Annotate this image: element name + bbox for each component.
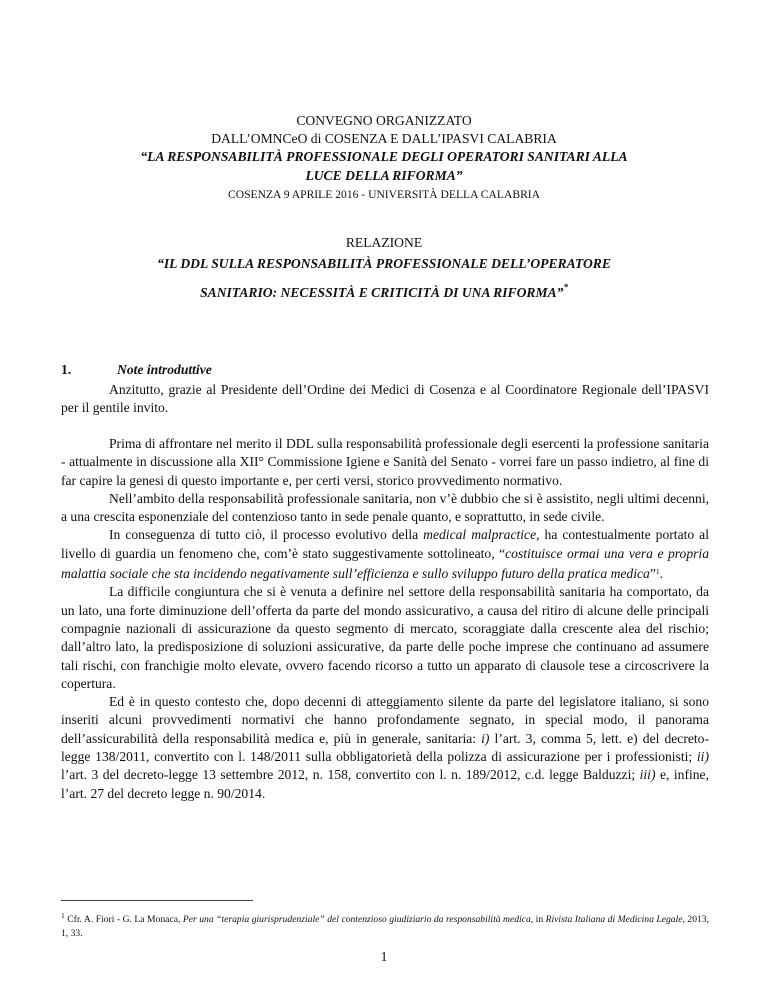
section-title: Note introduttive [117,362,212,377]
paragraph-4 [61,526,709,583]
paragraph-6-text-a: Ed è in questo contesto che, dopo decenni di atteggiamento silente da parte del legislatore italiano, si sono inseriti alcuni provvedimenti normativi che hanno profondamente segnato, in special modo, il panorama dell’assicurabilità della responsabilità medica e, più in generale, sanitaria: [61,694,709,746]
paragraph-4-quote: costituisce ormai una vera e propria malattia sociale che sta incidendo negativamente sull’efficienza e sullo sviluppo futuro della pratica medica [61,545,709,582]
paragraph-6-text-e: l’art. 3 del decreto-legge 13 settembre 2012, n. 158, convertito con l. n. 189/2012, c.d. legge Balduzzi; [61,767,640,783]
page-number: 1 [380,950,388,965]
footnote-text-a: Cfr. A. Fiori ‐ G. La Monaca, [64,914,183,925]
paragraph-6-text-c: l’art. 3, comma 5, lett. e) del decreto-legge 138/2011, convertito con l. 148/2011 sulla obbligatorietà della polizza di assicurazione per i professionisti; [61,730,710,765]
relazione-title-line2-text: SANITARIO: NECESSITÀ E CRITICITÀ DI UNA RIFORMA” [200,285,564,300]
paragraph-6-item-i: i) [481,730,490,746]
footnote-mark: 1 [61,911,65,920]
paragraph-2: Prima di affrontare nel merito il DDL sulla responsabilità professionale degli esercenti la professione sanitaria - attualmente in discussione alla XII° Commissione Igiene e Sanità del Senato - vorrei fare un passo indietro, al fine di far capire la genesi di questo importante e, per certi versi, storico provvedimento normativo. [61,436,709,488]
header-line-title-continued: LUCE DELLA RIFORMA” [305,168,463,183]
paragraph-4-text-a: In conseguenza di tutto ciò, il processo evolutivo della [109,527,424,543]
paragraph-6 [61,693,709,803]
header-line-date-place: COSENZA 9 APRILE 2016 - UNIVERSITÀ DELLA CALABRIA [227,188,541,201]
body-main [61,435,709,803]
footnote-reference: 1 [655,567,660,577]
header-line-title: “LA RESPONSABILITÀ PROFESSIONALE DEGLI OPERATORI SANITARI ALLA [140,149,628,164]
paragraph-6-item-ii: ii) [696,749,709,765]
relazione-title-line1: “IL DDL SULLA RESPONSABILITÀ PROFESSIONALE DELL’OPERATORE [157,256,611,271]
paragraph-4-end: . [659,566,664,582]
section-number: 1. [61,362,72,377]
relazione-title-line2 [0,282,768,301]
paragraph-6-item-iii: iii) [639,767,656,783]
header-line-convegno: CONVEGNO ORGANIZZATO [296,113,472,128]
footnote-article-title: Per una “terapia giurisprudenziale” del contenzioso giudiziario da responsabilità medica [182,914,531,925]
paragraph-6-text-g: e, infine, l’art. 27 del decreto legge n. 90/2014. [61,767,709,801]
relazione-label: RELAZIONE [345,235,423,250]
paragraph-3: Nell’ambito della responsabilità professionale sanitaria, non v’è dubbio che si è assistito, negli ultimi decenni, a una crescita esponenziale del contenzioso tanto in sede penale quanto, e soprattutto, in sede civile. [61,490,709,525]
paragraph-4-term: medical malpractice [423,527,537,543]
paragraph-intro [61,381,709,418]
paragraph-4-quote-close: ” [649,566,656,582]
paragraph-5: La difficile congiuntura che si è venuta a definire nel settore della responsabilità sanitaria ha comportato, da un lato, una forte diminuzione dell’offerta da parte del mondo assicurativo, a causa del ritiro di alcune delle principali compagnie nazionali di assicurazione da questo segmento di mercato, scoraggiate dalla crescente alea del rischio; dall’altro lato, la predisposizione di soluzioni assicurative, da parte delle poche imprese che continuano ad assumere tali rischi, con franchigie molto elevate, ovvero facendo ricorso a tutto un apparato di clausole tese a circoscrivere la copertura. [61,584,709,691]
header-line-organizers: DALL’OMNCeO di COSENZA E DALL’IPASVI CALABRIA [211,131,557,146]
relazione-title-mark: * [563,282,568,292]
footnote-text-e: , 2013, 1, 33. [61,914,709,939]
footnote-journal: Rivista Italiana di Medicina Legale [545,914,683,925]
paragraph-1: Anzitutto, grazie al Presidente dell’Ordine dei Medici di Cosenza e al Coordinatore Regionale dell’IPASVI per il gentile invito. [61,382,709,416]
footnote-divider [61,900,253,901]
footnote-text-c: , in [530,914,546,925]
paragraph-4-text-c: , ha contestualmente portato al livello di guardia un fenomeno che, com’è stato suggestivamente sottolineato, “ [61,527,709,561]
footnote-1 [61,909,709,940]
